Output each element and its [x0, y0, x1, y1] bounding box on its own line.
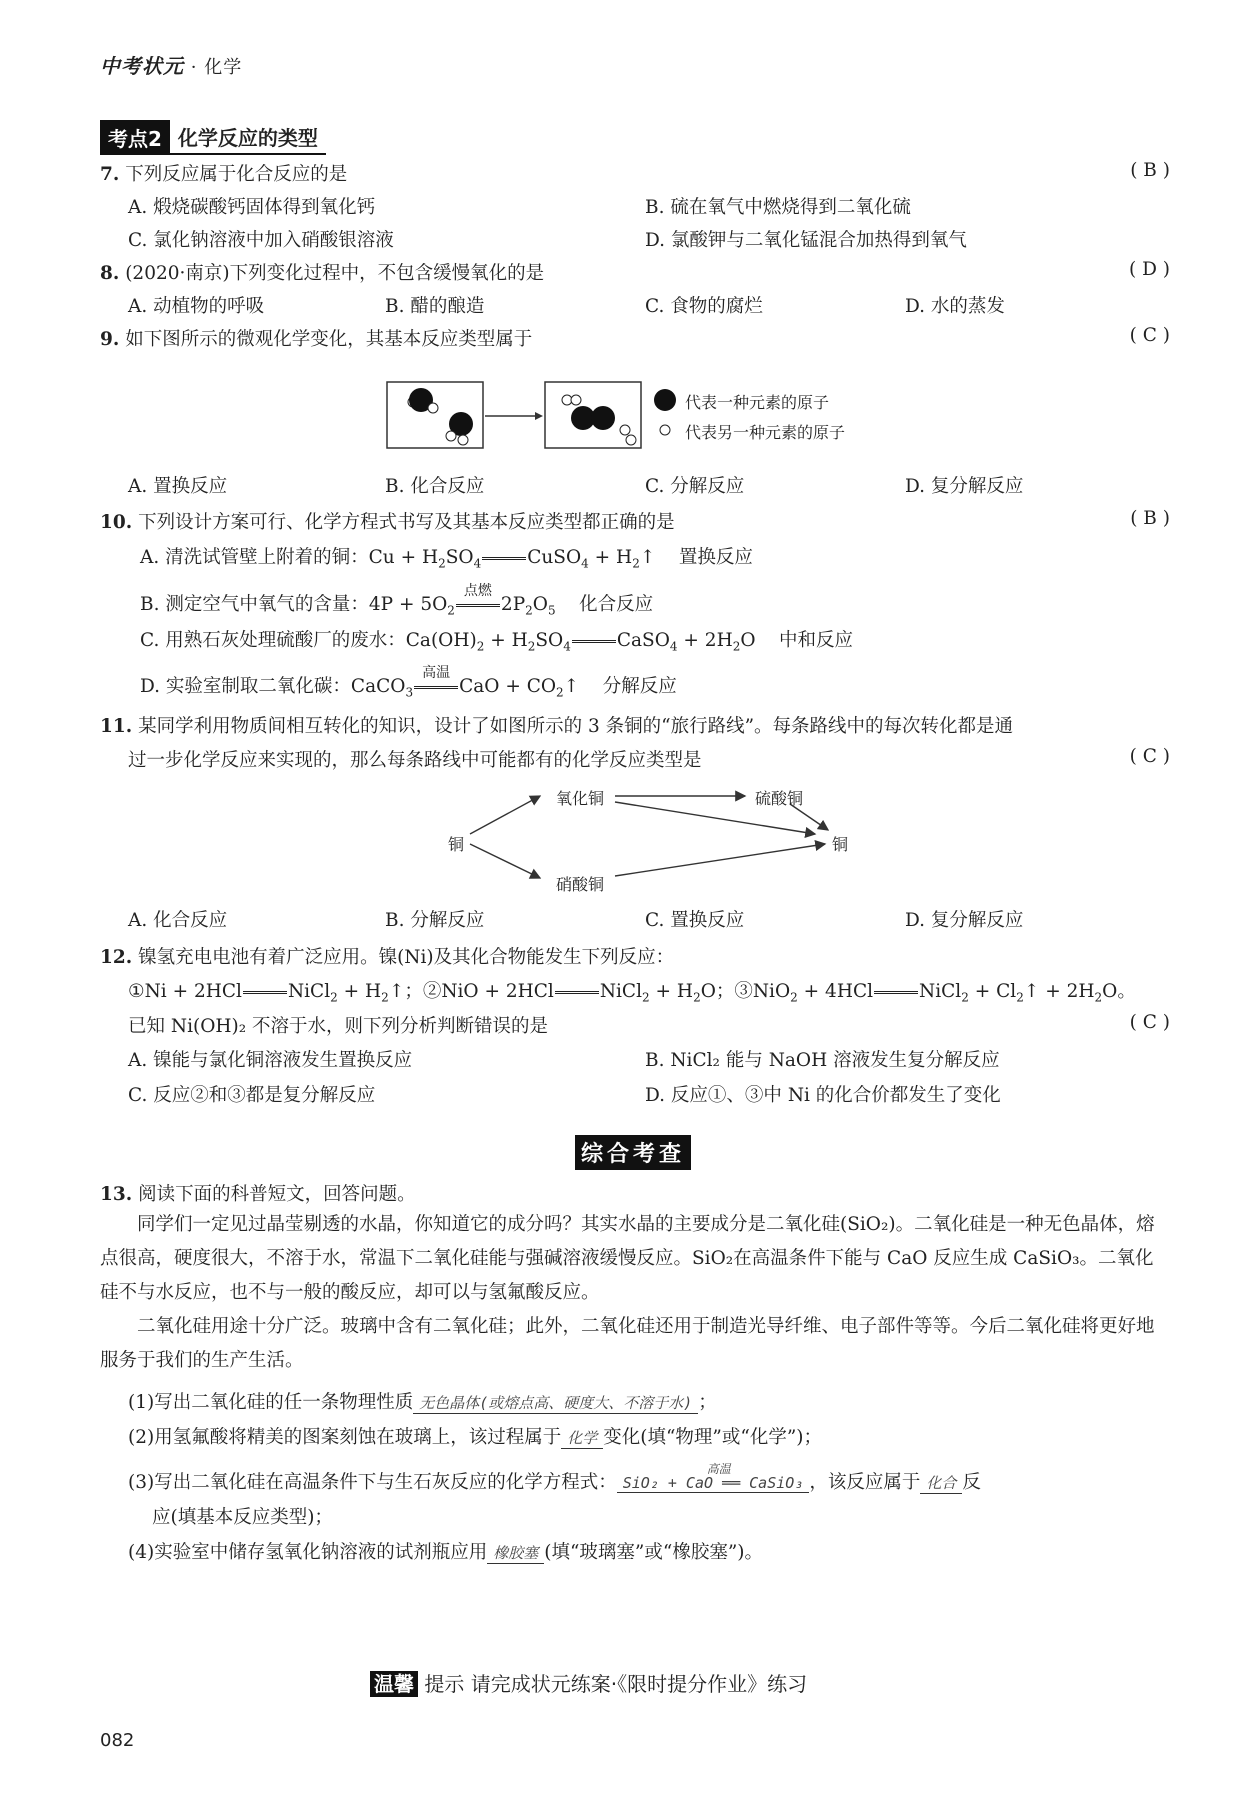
eq-sign [554, 981, 600, 1002]
brand: 中考状元 [100, 54, 184, 78]
eq-sign [481, 547, 527, 568]
q10-option-d: D. 实验室制取二氧化碳：CaCO$_3$ 高温 CaO + $CO_2↑$ 分解反应 [140, 672, 677, 700]
q10-stem-text: 下列设计方案可行、化学方程式书写及其基本反应类型都正确的是 [138, 512, 675, 533]
q10-a-type: 置换反应 [678, 547, 753, 568]
q7-stem-text: 下列反应属于化合反应的是 [125, 164, 348, 185]
q9-stem [100, 325, 532, 351]
q10-option-a: A. 清洗试管壁上附着的铜：$Cu + H_2SO_4$ CuSO$_4$ + $H_2↑$ 置换反应 [140, 547, 753, 571]
q11-node-cuso4: 硫酸铜 [755, 789, 804, 808]
q11-stem1: 某同学利用物质间相互转化的知识，设计了如图所示的 3 条铜的“旅行路线”。每条路线中的每次转化都是通 [138, 716, 1014, 737]
q13-s3-pre: (3)写出二氧化硅在高温条件下与生石灰反应的化学方程式： [128, 1472, 617, 1493]
q12-reactions: ①Ni + 2HCl NiCl$_2$ + $H_2↑$；②NiO + 2HCl NiCl$_2$ + $H_2O$；③NiO$_2$ + 4HCl NiCl$_2$ + $Cl_2↑ + 2H_2O$。 [128, 981, 1136, 1005]
q8-option-c: C. 食物的腐烂 [645, 296, 763, 317]
q8-stem-text: (2020·南京)下列变化过程中，不包含缓慢氧化的是 [125, 263, 545, 284]
sep: · [190, 57, 198, 78]
q9-option-d: D. 复分解反应 [905, 476, 1024, 497]
q7-stem [100, 160, 347, 186]
q8-option-d: D. 水的蒸发 [905, 296, 1005, 317]
q13-stem [100, 1180, 416, 1206]
q7-option-d: D. 氯酸钾与二氧化锰混合加热得到氧气 [645, 230, 967, 251]
q10-d-pre: D. 实验室制取二氧化碳：CaCO [140, 676, 406, 697]
q12-num: 12. [100, 947, 133, 968]
q11-num: 11. [100, 716, 133, 737]
q9-option-b: B. 化合反应 [385, 476, 485, 497]
footer-tip [370, 1668, 807, 1697]
q10-b-cond: 点燃 [463, 583, 492, 599]
q8-stem [100, 259, 544, 285]
q12-option-a: A. 镍能与氯化铜溶液发生置换反应 [128, 1050, 413, 1071]
eq-sign [242, 981, 288, 1002]
q11-stem-line1 [100, 712, 1013, 738]
q10-a-pre: A. 清洗试管壁上附着的铜：Cu + H [140, 547, 439, 568]
q10-b-pre: B. 测定空气中氧气的含量：4P + 5O [140, 594, 448, 615]
q10-d-cond: 高温 [422, 665, 451, 681]
q10-c-pre: C. 用熟石灰处理硫酸厂的废水：Ca(OH) [140, 630, 477, 651]
q12-stem-text: 镍氢充电电池有着广泛应用。镍(Ni)及其化合物能发生下列反应： [138, 947, 675, 968]
tip-text: 提示 请完成状元练案·《限时提分作业》练习 [424, 1672, 808, 1696]
q13-s4-answer: 橡胶塞 [487, 1542, 544, 1564]
q10-stem [100, 508, 675, 534]
q13-s2-post: 变化(填“物理”或“化学”)； [603, 1427, 823, 1448]
q12-option-b: B. NiCl₂ 能与 NaOH 溶液发生复分解反应 [645, 1050, 1000, 1071]
q13-s3-eq: SiO₂ + CaO ══ CaSiO₃ [622, 1474, 804, 1492]
subject: 化学 [204, 57, 243, 78]
q9-legend-black: 代表一种元素的原子 [685, 393, 830, 412]
q7-num: 7. [100, 164, 120, 185]
q11-node-cuno3: 硝酸铜 [556, 875, 605, 894]
q13-s4-post: (填“玻璃塞”或“橡胶塞”)。 [544, 1542, 764, 1563]
q10-option-c: C. 用熟石灰处理硫酸厂的废水：$Ca(OH)_2 + H_2SO_4$ CaSO$_4$ + $2H_2O$ 中和反应 [140, 630, 854, 654]
eq-sign [873, 981, 919, 1002]
q8-option-a: A. 动植物的呼吸 [128, 296, 265, 317]
page-header [100, 50, 242, 79]
q12-answer: ( C ) [1129, 1012, 1170, 1033]
q9-option-c: C. 分解反应 [645, 476, 745, 497]
q13-num: 13. [100, 1184, 133, 1205]
page-number: 082 [100, 1730, 135, 1751]
q11-node-cuo: 氧化铜 [556, 789, 605, 808]
q13-s3-answer2: 化合 [920, 1472, 962, 1494]
q13-s2-answer: 化学 [561, 1427, 603, 1449]
q9-option-a: A. 置换反应 [128, 476, 228, 497]
q10-b-type: 化合反应 [579, 594, 654, 615]
q13-s1-pre: (1)写出二氧化硅的任一条物理性质 [128, 1392, 414, 1413]
q13-s3-line2: 应(填基本反应类型)； [152, 1507, 333, 1528]
tip-badge: 温馨 [370, 1671, 418, 1697]
q9-num: 9. [100, 329, 120, 350]
q12-option-d: D. 反应①、③中 Ni 的化合价都发生了变化 [645, 1085, 1001, 1106]
q13-s3-mid: ，该反应属于 [809, 1472, 921, 1493]
q9-micro-diagram [385, 378, 955, 454]
q12-stem [100, 943, 674, 969]
q9-answer: ( C ) [1129, 325, 1170, 346]
q11-option-b: B. 分解反应 [385, 910, 485, 931]
q10-c-type: 中和反应 [779, 630, 854, 651]
q13-stem-text: 阅读下面的科普短文，回答问题。 [138, 1184, 416, 1205]
q13-sub3 [128, 1462, 981, 1494]
q8-num: 8. [100, 263, 120, 284]
q11-node-cu-end: 铜 [832, 835, 849, 854]
q10-d-type: 分解反应 [602, 676, 677, 697]
q11-stem-line2: 过一步化学反应来实现的，那么每条路线中可能都有的化学反应类型是 [128, 750, 702, 771]
q10-answer: ( B ) [1130, 508, 1170, 529]
q8-option-b: B. 醋的酿造 [385, 296, 485, 317]
q11-answer: ( C ) [1129, 746, 1170, 767]
q13-sub4 [128, 1538, 763, 1564]
q7-answer: ( B ) [1130, 160, 1170, 181]
q11-node-cu: 铜 [448, 835, 465, 854]
q7-option-a: A. 煅烧碳酸钙固体得到氧化钙 [128, 197, 376, 218]
q9-legend-white: 代表另一种元素的原子 [685, 423, 846, 442]
q11-option-d: D. 复分解反应 [905, 910, 1024, 931]
section-badge: 考点2 [100, 120, 170, 155]
q13-s1-answer: 无色晶体(或熔点高、硬度大、不溶于水) [413, 1392, 698, 1414]
eq-sign [571, 630, 617, 651]
q11-option-a: A. 化合反应 [128, 910, 228, 931]
q13-s1-post: ； [698, 1392, 717, 1413]
q13-s4-pre: (4)实验室中储存氢氧化钠溶液的试剂瓶应用 [128, 1542, 488, 1563]
section-title: 化学反应的类型 [170, 120, 326, 155]
q13-s3-post: 反 [962, 1472, 981, 1493]
q12-option-c: C. 反应②和③都是复分解反应 [128, 1085, 376, 1106]
q13-sub2 [128, 1423, 822, 1449]
q10-num: 10. [100, 512, 133, 533]
q13-paragraph-1: 同学们一定见过晶莹剔透的水晶，你知道它的成分吗？其实水晶的主要成分是二氧化硅(SiO₂)。二氧化硅是一种无色晶体，熔点很高，硬度很大，不溶于水，常温下二氧化硅能与强碱溶液缓慢反应。SiO₂在高温条件下能与 CaO 反应生成 CaSiO₃。二氧化硅不与水反应，也不与一般的酸反应，却可以与氢氟酸反应。 [100, 1214, 1155, 1303]
eq-sign [455, 583, 501, 615]
q10-option-b: B. 测定空气中氧气的含量：$4P + 5O_2$ 点燃 $2P_2O_5$ 化合反应 [140, 590, 653, 618]
q8-answer: ( D ) [1128, 259, 1170, 280]
q13-sub1 [128, 1388, 717, 1414]
q13-s3-answer [617, 1462, 810, 1493]
q7-option-b: B. 硫在氧气中燃烧得到二氧化硫 [645, 197, 911, 218]
q9-stem-text: 如下图所示的微观化学变化，其基本反应类型属于 [125, 329, 533, 350]
section-heading [100, 120, 326, 155]
q11-option-c: C. 置换反应 [645, 910, 745, 931]
q12-stem-line2: 已知 Ni(OH)₂ 不溶于水，则下列分析判断错误的是 [128, 1016, 549, 1037]
q13-s2-pre: (2)用氢氟酸将精美的图案刻蚀在玻璃上，该过程属于 [128, 1427, 562, 1448]
synthesis-badge: 综合考查 [575, 1135, 691, 1170]
q7-option-c: C. 氯化钠溶液中加入硝酸银溶液 [128, 230, 394, 251]
eq-sign [413, 665, 459, 697]
q13-paragraph-2: 二氧化硅用途十分广泛。玻璃中含有二氧化硅；此外，二氧化硅还用于制造光导纤维、电子部件等等。今后二氧化硅将更好地服务于我们的生产生活。 [100, 1316, 1155, 1371]
q13-s3-cond: 高温 [706, 1462, 731, 1476]
